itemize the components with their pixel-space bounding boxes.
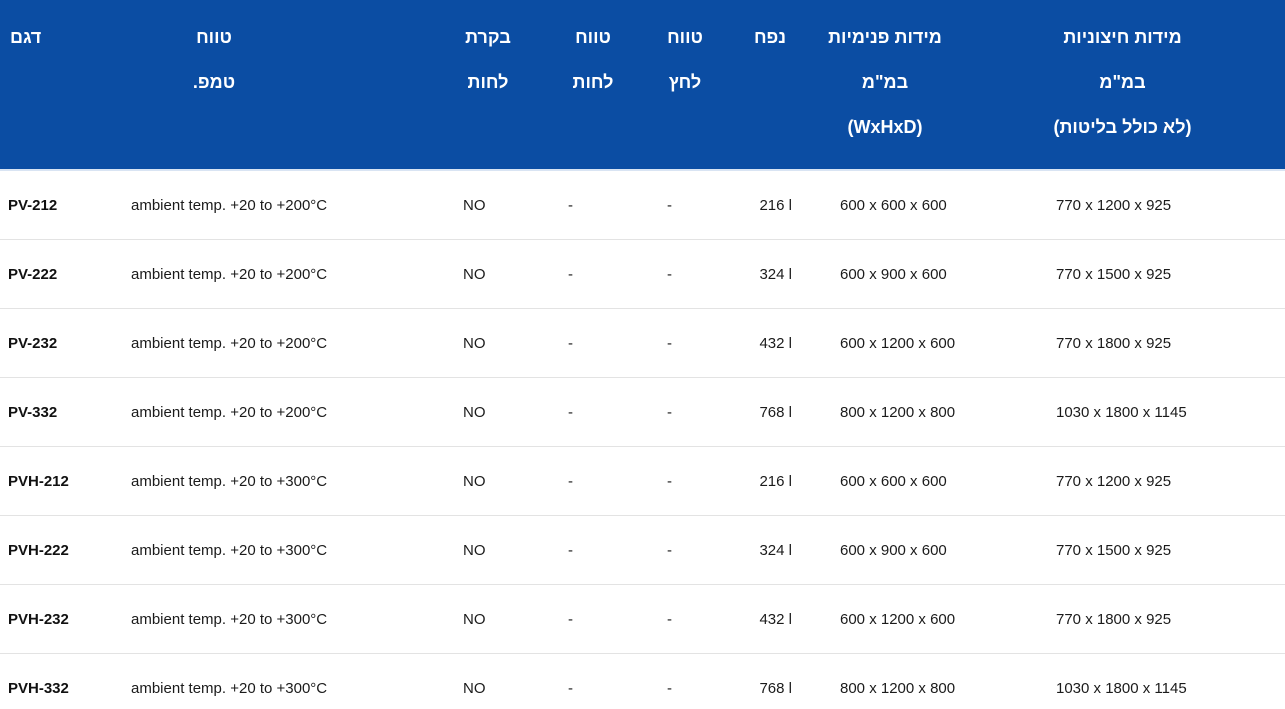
cell-temp-range: ambient temp. +20 to +300°C [131,541,328,559]
cell-humidity-control: NO [463,472,486,490]
cell-internal-dims: 600 x 600 x 600 [840,196,947,214]
column-header-external-dims: מידות חיצוניות במ"מ (לא כולל בליטות) [1053,27,1192,137]
table-row [0,309,1285,378]
column-header-pressure-range: טווח לחץ [667,27,703,92]
spec-table-body [0,171,1285,709]
cell-humidity-control: NO [463,680,486,697]
cell-volume: 324 l [759,265,792,283]
cell-volume: 216 l [759,196,792,214]
cell-pressure-range: - [667,541,672,559]
cell-internal-dims: 600 x 900 x 600 [840,265,947,283]
cell-humidity-range: - [568,403,573,421]
cell-internal-dims: 600 x 600 x 600 [840,472,947,490]
cell-model: PV-222 [8,265,58,283]
cell-model: PVH-212 [8,472,69,490]
column-header-internal-dims: מידות פנימיות במ"מ (WxHxD) [828,27,942,137]
cell-humidity-control: NO [463,610,486,628]
cell-pressure-range: - [667,403,672,421]
cell-volume: 768 l [759,680,792,697]
cell-model: PVH-222 [8,541,69,559]
cell-temp-range: ambient temp. +20 to +200°C [131,196,328,214]
table-row [0,240,1285,309]
cell-temp-range: ambient temp. +20 to +300°C [131,610,328,628]
cell-model: PV-212 [8,196,58,214]
cell-external-dims: 1030 x 1800 x 1145 [1056,403,1187,421]
cell-pressure-range: - [667,472,672,490]
cell-humidity-control: NO [463,196,486,214]
cell-temp-range: ambient temp. +20 to +300°C [131,472,328,490]
cell-external-dims: 770 x 1500 x 925 [1056,541,1172,559]
cell-model: PVH-232 [8,610,69,628]
cell-humidity-control: NO [463,334,486,352]
cell-model: PVH-332 [8,680,69,697]
cell-humidity-range: - [568,610,573,628]
column-header-humidity-control: בקרת לחות [465,27,511,92]
cell-internal-dims: 600 x 1200 x 600 [840,610,956,628]
column-header-humidity-range: טווח לחות [572,27,614,92]
cell-external-dims: 770 x 1500 x 925 [1056,265,1172,283]
cell-external-dims: 770 x 1200 x 925 [1056,196,1172,214]
table-row [0,516,1285,585]
cell-pressure-range: - [667,334,672,352]
column-header-volume: נפח [753,27,787,47]
table-row [0,654,1285,709]
cell-humidity-range: - [568,541,573,559]
cell-humidity-control: NO [463,541,486,559]
cell-pressure-range: - [667,680,672,697]
cell-model: PV-232 [8,334,58,352]
spec-table-header [0,0,1285,171]
cell-humidity-control: NO [463,265,486,283]
table-row [0,378,1285,447]
table-row [0,171,1285,240]
table-row [0,447,1285,516]
cell-humidity-range: - [568,196,573,214]
cell-temp-range: ambient temp. +20 to +200°C [131,265,328,283]
cell-external-dims: 1030 x 1800 x 1145 [1056,680,1187,697]
cell-internal-dims: 800 x 1200 x 800 [840,680,956,697]
column-header-temp-range: טווח טמפ. [192,27,236,92]
cell-humidity-range: - [568,472,573,490]
cell-temp-range: ambient temp. +20 to +200°C [131,403,328,421]
cell-internal-dims: 600 x 1200 x 600 [840,334,956,352]
cell-pressure-range: - [667,196,672,214]
cell-external-dims: 770 x 1800 x 925 [1056,610,1172,628]
cell-humidity-range: - [568,334,573,352]
cell-humidity-range: - [568,265,573,283]
cell-volume: 216 l [759,472,792,490]
cell-volume: 432 l [759,334,792,352]
cell-model: PV-332 [8,403,58,421]
cell-volume: 324 l [759,541,792,559]
cell-external-dims: 770 x 1800 x 925 [1056,334,1172,352]
cell-humidity-control: NO [463,403,486,421]
cell-pressure-range: - [667,265,672,283]
table-row [0,585,1285,654]
cell-pressure-range: - [667,610,672,628]
cell-internal-dims: 800 x 1200 x 800 [840,403,956,421]
cell-volume: 768 l [759,403,792,421]
cell-internal-dims: 600 x 900 x 600 [840,541,947,559]
cell-external-dims: 770 x 1200 x 925 [1056,472,1172,490]
cell-temp-range: ambient temp. +20 to +300°C [131,680,328,697]
column-header-model [0,15,123,169]
cell-humidity-range: - [568,680,573,697]
cell-volume: 432 l [759,610,792,628]
cell-temp-range: ambient temp. +20 to +200°C [131,334,328,352]
column-header-model-label: דגם [10,27,42,47]
